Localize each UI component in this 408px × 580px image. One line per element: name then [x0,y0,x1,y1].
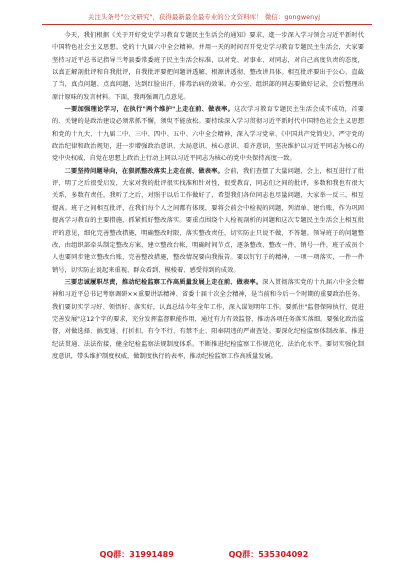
footer-qq-group-1: QQ群：31991489 [99,550,174,559]
point-2-text: 会前，我们查摆了大量问题，会上，相互进行了批评，明了之后很受启发，大家对我的批评很实找准和针对性，很受教育，同志们之间的批评，多数和我也有很大关系，多数有责任。我听了之后，对照于以后工作做好了，希望我们各位同志也尽量问题，大家举一反三，相互提高。班子之间相互批评，在我们每个人之间都有体现，要将会前会中检视的问题，列清单、建台账，作为巩固提高学习教育的主要措施，抓紧抓好整改落实。要重点围绕个人检视剖析的问题和这次专题民主生活会上相互批评的意见，细化完善整改措施，明确整改时限，落实整改责任，切实防止只说不做、不答题。领导班子的问题整改，由组织部牵头制定整改方案，建立整改台帐，明确时间节点，逐条整改、整改一件，销号一件，班子成员个人也要同步建立整改台账，完善整改措施，整改情况要向我报告。要以钉钉子的精神，一项一项落实，一件一件销号，切实防止说起来重视、群众看到、模棱着、感受得到的成效。 [52,167,364,274]
footer-qq-group-2: QQ群：535304092 [228,550,309,559]
point-3-text: 深入贯彻落实党的十九届六中全会精神和习近平总书记考察调研××重要讲话精神、省委十届十次全会精神，是当前和今后一个时期的重要政治任务。我们要切实学习好、领悟好、落实好，认真总结今年全年工作，深入谋划明年工作。要抓住"监督保障执行，促进完善发展"这12个字的要求，充分发挥监督职能作用，通过有力有效监督，推动各项任务落实落细。要强化政治监督，对做选择、搞变通、打折扣，有令不行、有禁不止、阳奉阴违的严肃查处。要深化纪检监察体制改革，推进纪法贯通、法法衔接，健全纪检监察法规制度体系。不断推进纪检监察工作规范化、法治化水平。要切实强化制度意识，带头维护制度权威，做制度执行的表率，推动纪检监察工作高质量发展。 [52,278,364,360]
paragraph-point-2 [52,166,364,277]
page-footer [0,549,408,560]
paragraph-point-1 [52,104,364,166]
document-body [52,30,364,363]
point-3-heading: 三要忠诚履职尽责，推动纪检监察工作高质量发展上走在前、做表率。 [64,278,263,286]
paragraph-point-3 [52,277,364,363]
page-header [0,12,408,21]
point-1-heading: 一要加强理论学习，在执行"两个维护"上走在前、做表率。 [64,106,235,114]
header-divider [42,24,372,25]
point-2-heading: 二要坚持问题导向，在狠抓整改落实上走在前、做表率。 [64,167,224,175]
point-1-text: 这次学习教育专题民主生活会成不成功，首要的、关键的是政治建设必须常抓不懈，须臾不能放松。要持续深入学习贯彻习近平新时代中国特色社会主义思想和党的十九大、十九届二中、三中、四中、五中、六中全会精神，深入学习党章、《中国共产党简史》，严守党的政治纪律和政治规矩，进一步增强政治意识、大局意识、核心意识、看齐意识，坚决维护以习近平同志为核心的党中央权威，自觉在思想上政治上行动上同以习近平同志为核心的党中央保持高度一致。 [52,106,365,163]
paragraph-intro: 今天，我们根据《关于开好党史学习教育专题民主生活会的通知》要求，進一步深入学习领会习近平新时代中国特色社会主义思想。党的十九届六中全会精神。并用一天的时间召开党史学习教育专题民主生活会，大家要坚持习近平总书记指导兰考县委常委班子民主生活会标准，以对党、对事业、对同志，对自己高度负责的态度，以真正解剖批评和自我批评，自我批评要把问题讲透解、根源讲透彻、整改讲具体。相互批评要出于公心、直截了当，真点问题、点真问题，达到红脸出汗、排毒治病的效果。办公室、组织部的同志要做好记录，会后整理出原汁原味的发言材料。下面，我再强调几点意见。 [52,32,364,101]
header-text: 关注头条号"公文研究"，获得最新最全最专业的公文资料库！ 微信：gongwenyj [87,13,321,21]
